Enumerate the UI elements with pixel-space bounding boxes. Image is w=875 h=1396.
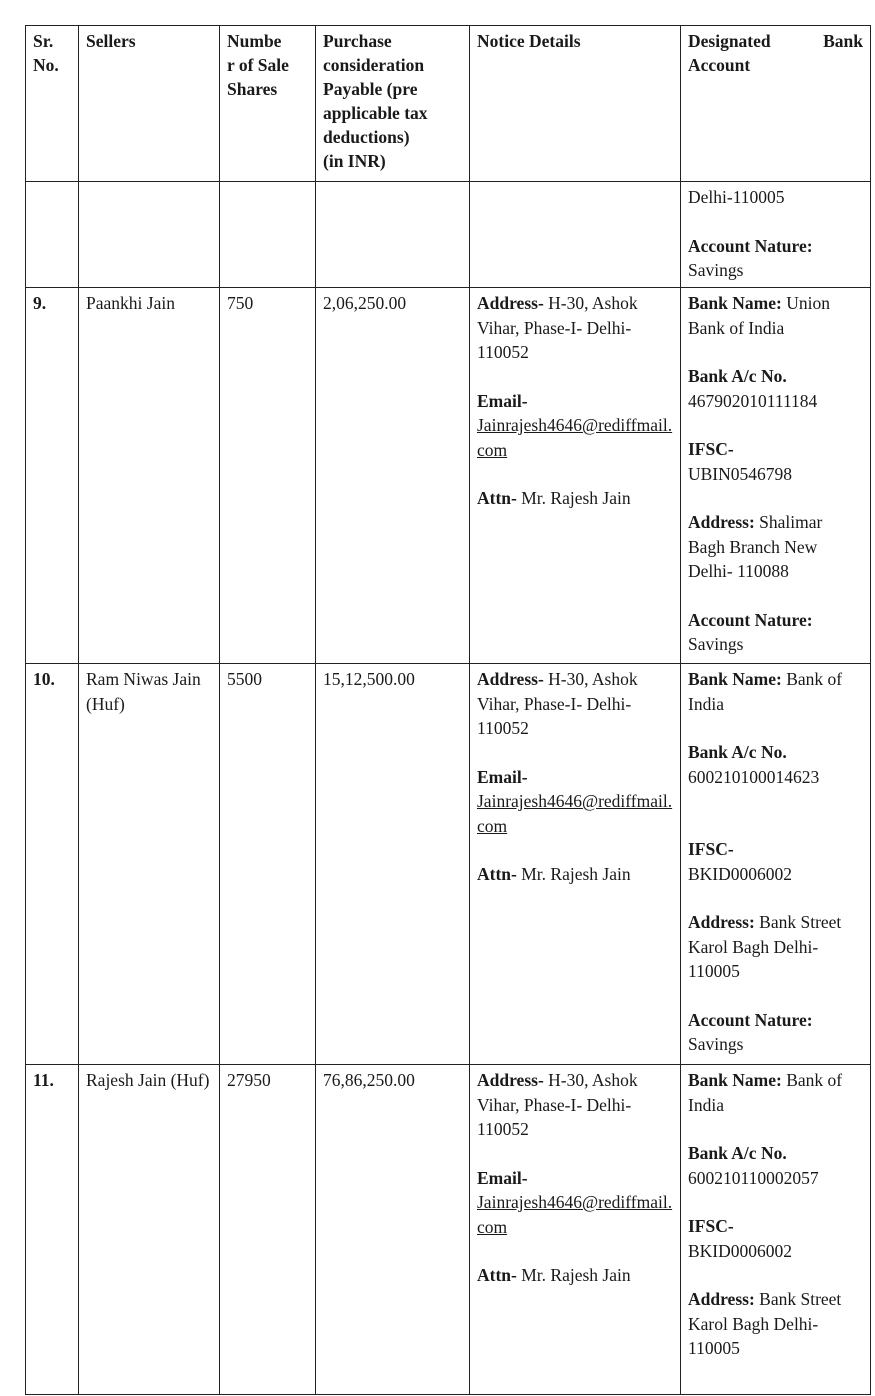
address-label: Address- <box>477 669 544 689</box>
cell-empty <box>220 182 316 288</box>
attn-label: Attn- <box>477 488 517 508</box>
purchase-amount: 15,12,500.00 <box>316 664 470 1065</box>
continuation-row <box>26 182 871 288</box>
sale-shares: 750 <box>220 288 316 664</box>
notice-details <box>470 1065 681 1395</box>
seller-name: Ram Niwas Jain (Huf) <box>79 664 220 1065</box>
attn-label: Attn- <box>477 864 517 884</box>
account-nature-line: Account Nature: <box>688 235 813 256</box>
email-link[interactable]: Jainrajesh4646@rediffmail.com <box>477 791 673 836</box>
table-row <box>26 288 871 664</box>
sr-no: 11. <box>26 1065 79 1395</box>
address-label: Address- <box>477 293 544 313</box>
header-notice-details: Notice Details <box>470 26 681 182</box>
bank-address-tail: Delhi-110005 <box>688 187 785 207</box>
notice-details <box>470 664 681 1065</box>
bank-account: Bank Name: Union Bank of India Bank A/c No. 467902010111184 IFSC- UBIN0546798 Address: Shalimar Bagh Branch New Delhi- 110088 Account Nature: Savings <box>681 288 871 664</box>
document-page <box>25 25 870 1385</box>
seller-name: Paankhi Jain <box>79 288 220 664</box>
sale-shares: 27950 <box>220 1065 316 1395</box>
sr-no: 10. <box>26 664 79 1065</box>
cell-empty <box>316 182 470 288</box>
email-link[interactable]: Jainrajesh4646@rediffmail.com <box>477 1192 673 1237</box>
purchase-amount: 76,86,250.00 <box>316 1065 470 1395</box>
email-label: Email- <box>477 1167 528 1188</box>
address-value: H-30, Ashok Vihar, Phase-I- Delhi- 110052 <box>477 669 638 738</box>
email-label: Email- <box>477 390 528 411</box>
sellers-table <box>25 25 871 1395</box>
bank-account: Bank Name: Bank of India Bank A/c No. 600210110002057 IFSC- BKID0006002 Address: Bank Street Karol Bagh Delhi-110005 <box>681 1065 871 1395</box>
address-value: H-30, Ashok Vihar, Phase-I- Delhi- 110052 <box>477 1070 638 1139</box>
header-row <box>26 26 871 182</box>
email-link[interactable]: Jainrajesh4646@rediffmail.com <box>477 415 673 460</box>
cell-empty <box>26 182 79 288</box>
sale-shares: 5500 <box>220 664 316 1065</box>
attn-value: Mr. Rajesh Jain <box>521 1265 631 1285</box>
bank-account: Bank Name: Bank of India Bank A/c No. 600210100014623 IFSC- BKID0006002 Address: Bank Street Karol Bagh Delhi-110005 Account Nature: Savings <box>681 664 871 1065</box>
attn-value: Mr. Rajesh Jain <box>521 864 631 884</box>
header-sr-no: Sr. No. <box>26 26 79 182</box>
attn-label: Attn- <box>477 1265 517 1285</box>
address-label: Address- <box>477 1070 544 1090</box>
attn-value: Mr. Rajesh Jain <box>521 488 631 508</box>
notice-details <box>470 288 681 664</box>
seller-name: Rajesh Jain (Huf) <box>79 1065 220 1395</box>
cell-bank-continuation: Delhi-110005 Account Nature: Savings <box>681 182 871 288</box>
sr-no: 9. <box>26 288 79 664</box>
header-purchase-consideration: Purchase consideration Payable (pre applicable tax deductions) (in INR) <box>316 26 470 182</box>
header-number-of-sale-shares: Numbe r of Sale Shares <box>220 26 316 182</box>
table-row <box>26 664 871 1065</box>
cell-empty <box>79 182 220 288</box>
cell-empty <box>470 182 681 288</box>
header-designated-bank-account: Designated Bank Account <box>681 26 871 182</box>
table-row <box>26 1065 871 1395</box>
purchase-amount: 2,06,250.00 <box>316 288 470 664</box>
header-sellers: Sellers <box>79 26 220 182</box>
address-value: H-30, Ashok Vihar, Phase-I- Delhi- 110052 <box>477 293 638 362</box>
email-label: Email- <box>477 766 528 787</box>
